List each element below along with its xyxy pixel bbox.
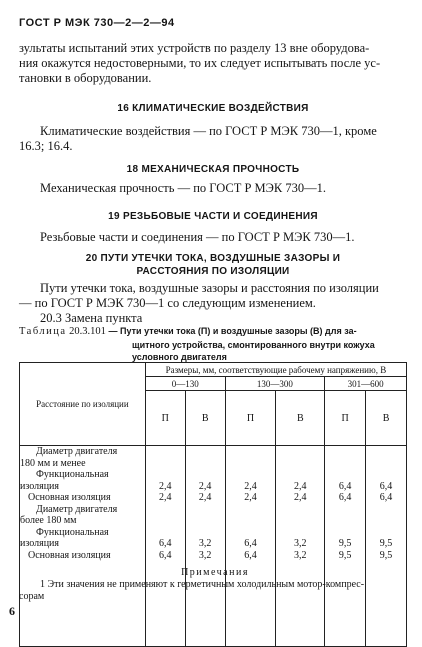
- section-20-heading-line-1: 20 ПУТИ УТЕЧКИ ТОКА, ВОЗДУШНЫЕ ЗАЗОРЫ И: [85, 253, 341, 264]
- table-cell: 3,2: [294, 538, 307, 549]
- section-16-paragraph: [19, 124, 407, 154]
- table-cell: [186, 527, 225, 539]
- table-cell: [226, 446, 276, 458]
- table-cell: [226, 515, 276, 527]
- table-caption-title-3: условного двигателя: [132, 352, 227, 362]
- table-cell: 3,2: [294, 549, 307, 561]
- intro-line-3: тановки в оборудовании.: [19, 71, 152, 85]
- table-cell: [325, 458, 365, 470]
- subcol-header-6: В: [366, 391, 407, 446]
- table-cell: [146, 469, 185, 481]
- table-cell: 2,4: [159, 492, 172, 503]
- table-cell: 2,4: [244, 480, 257, 492]
- table-cell: [366, 469, 406, 481]
- table-cell: [366, 504, 406, 516]
- table-cell: 6,4: [379, 480, 393, 492]
- section-20-paragraph: [19, 281, 407, 326]
- table-row-label: Основная изоляция: [28, 492, 111, 503]
- table-row-label: изоляция: [20, 480, 60, 492]
- table-cell: [186, 458, 225, 470]
- table-cell: 6,4: [338, 480, 352, 492]
- notes-heading: Примечания: [181, 567, 249, 578]
- intro-paragraph: [19, 41, 407, 86]
- section-20-line-2: — по ГОСТ Р МЭК 730—1 со следующим изменением.: [19, 296, 316, 310]
- table-cell: [366, 527, 406, 539]
- subcol-header-5: П: [325, 391, 366, 446]
- table-row-label: Функциональная: [36, 526, 109, 538]
- table-cell: 6,4: [379, 492, 393, 503]
- intro-line-2: ния окажутся недостоверными, то их следует испытывать после ус-: [19, 56, 381, 70]
- table-cell: 2,4: [198, 480, 212, 492]
- section-20-heading-line-2: РАССТОЯНИЯ ПО ИЗОЛЯЦИИ: [136, 266, 290, 277]
- table-cell: 6,4: [244, 549, 257, 561]
- subcol-header-1: П: [145, 391, 185, 446]
- table-cell: 9,5: [338, 538, 352, 549]
- table-cell: [325, 504, 365, 516]
- table-cell: [226, 458, 276, 470]
- table-cell: 6,4: [159, 549, 172, 561]
- table-caption-number: 20.3.101: [69, 326, 106, 337]
- intro-line-1: зультаты испытаний этих устройств по разделу 13 вне оборудова-: [19, 41, 370, 55]
- table-cell: [276, 469, 324, 481]
- table-cell: 3,2: [198, 538, 212, 549]
- table-cell: [186, 504, 225, 516]
- table-cell: [146, 515, 185, 527]
- table-cell: 6,4: [338, 492, 352, 503]
- table-cell: [146, 504, 185, 516]
- table-cell: 2,4: [294, 480, 307, 492]
- table-cell: [186, 515, 225, 527]
- table-cell: 6,4: [244, 538, 257, 549]
- section-16-line-1: Климатические воздействия — по ГОСТ Р МЭК 730—1, кроме: [40, 124, 377, 138]
- table-cell: 9,5: [338, 549, 352, 561]
- table-cell: [276, 446, 324, 458]
- note-1-line-1: 1 Эти значения не применяют к герметичным холодильным мотор-компрес-: [40, 579, 365, 590]
- table-cell: [325, 446, 365, 458]
- table-caption-label: Таблица: [19, 326, 67, 337]
- table-row-label: изоляция: [20, 538, 60, 549]
- table-row-label: более 180 мм: [20, 515, 77, 526]
- note-1-line-2: сорам: [19, 591, 45, 602]
- table-cell: [146, 527, 185, 539]
- section-20-heading: [19, 252, 407, 278]
- subcol-header-2: В: [185, 391, 225, 446]
- table-cell: [146, 458, 185, 470]
- table-cell: [186, 469, 225, 481]
- range-header-3: 301—600: [325, 377, 407, 391]
- section-16-line-2: 16.3; 16.4.: [19, 139, 73, 153]
- range-header-2: 130—300: [225, 377, 325, 391]
- value-column-6: [366, 446, 407, 647]
- table-cell: 6,4: [159, 538, 172, 549]
- section-19-heading: 19 РЕЗЬБОВЫЕ ЧАСТИ И СОЕДИНЕНИЯ: [108, 211, 318, 222]
- table-caption-title-1: — Пути утечки тока (П) и воздушные зазоры (В) для за-: [108, 326, 357, 336]
- value-column-4: [276, 446, 325, 647]
- page-number: 6: [9, 604, 15, 618]
- table-cell: 2,4: [294, 492, 307, 503]
- table-cell: 2,4: [159, 480, 172, 492]
- table-caption: [19, 325, 411, 364]
- section-18-heading: 18 МЕХАНИЧЕСКАЯ ПРОЧНОСТЬ: [126, 164, 300, 175]
- table-row-label: Диаметр двигателя: [36, 446, 118, 457]
- table-cell: [366, 458, 406, 470]
- section-19-paragraph: Резьбовые части и соединения — по ГОСТ Р МЭК 730—1.: [40, 230, 355, 244]
- range-header-1: 0—130: [145, 377, 225, 391]
- table-cell: [276, 458, 324, 470]
- table-row-label: 180 мм и менее: [20, 457, 86, 469]
- value-column-2: [185, 446, 225, 647]
- table-cell: [226, 469, 276, 481]
- table-cell: [146, 446, 185, 458]
- subcol-header-4: В: [276, 391, 325, 446]
- row-header: Расстояние по изоляции: [36, 399, 129, 409]
- table-cell: [186, 446, 225, 458]
- subcol-header-3: П: [225, 391, 276, 446]
- table-cell: [366, 515, 406, 527]
- table-cell: [325, 469, 365, 481]
- value-column-5: [325, 446, 366, 647]
- table-cell: 3,2: [198, 549, 212, 561]
- table-cell: [276, 504, 324, 516]
- clearance-table: [19, 362, 407, 647]
- table-cell: 2,4: [244, 492, 257, 503]
- table-caption-title-2: щитного устройства, смонтированного внутри кожуха: [132, 339, 375, 350]
- table-notes: [19, 567, 411, 603]
- section-20-line-3: 20.3 Замена пункта: [40, 311, 143, 325]
- label-column: [20, 446, 146, 647]
- value-column-1: [145, 446, 185, 647]
- table-cell: [226, 527, 276, 539]
- table-row-label: Основная изоляция: [28, 549, 111, 561]
- table-cell: [276, 515, 324, 527]
- table-cell: 9,5: [379, 538, 393, 549]
- table-cell: [366, 446, 406, 458]
- section-18-paragraph: Механическая прочность — по ГОСТ Р МЭК 730—1.: [40, 181, 326, 195]
- table-cell: 9,5: [379, 549, 393, 561]
- table-cell: [325, 527, 365, 539]
- label-rows: [20, 446, 145, 561]
- running-header: ГОСТ Р МЭК 730—2—2—94: [19, 17, 175, 29]
- table-cell: [325, 515, 365, 527]
- section-16-heading: 16 КЛИМАТИЧЕСКИЕ ВОЗДЕЙСТВИЯ: [117, 103, 309, 114]
- table-row-label: Диаметр двигателя: [36, 503, 118, 515]
- span-header: Размеры, мм, соответствующие рабочему напряжению, В: [145, 363, 406, 377]
- table-cell: 2,4: [198, 492, 212, 503]
- table-cell: [276, 527, 324, 539]
- table-row-label: Функциональная: [36, 469, 109, 480]
- table-cell: [226, 504, 276, 516]
- section-20-line-1: Пути утечки тока, воздушные зазоры и расстояния по изоляции: [40, 281, 379, 295]
- value-column-3: [225, 446, 276, 647]
- row-header-cell: [20, 363, 146, 446]
